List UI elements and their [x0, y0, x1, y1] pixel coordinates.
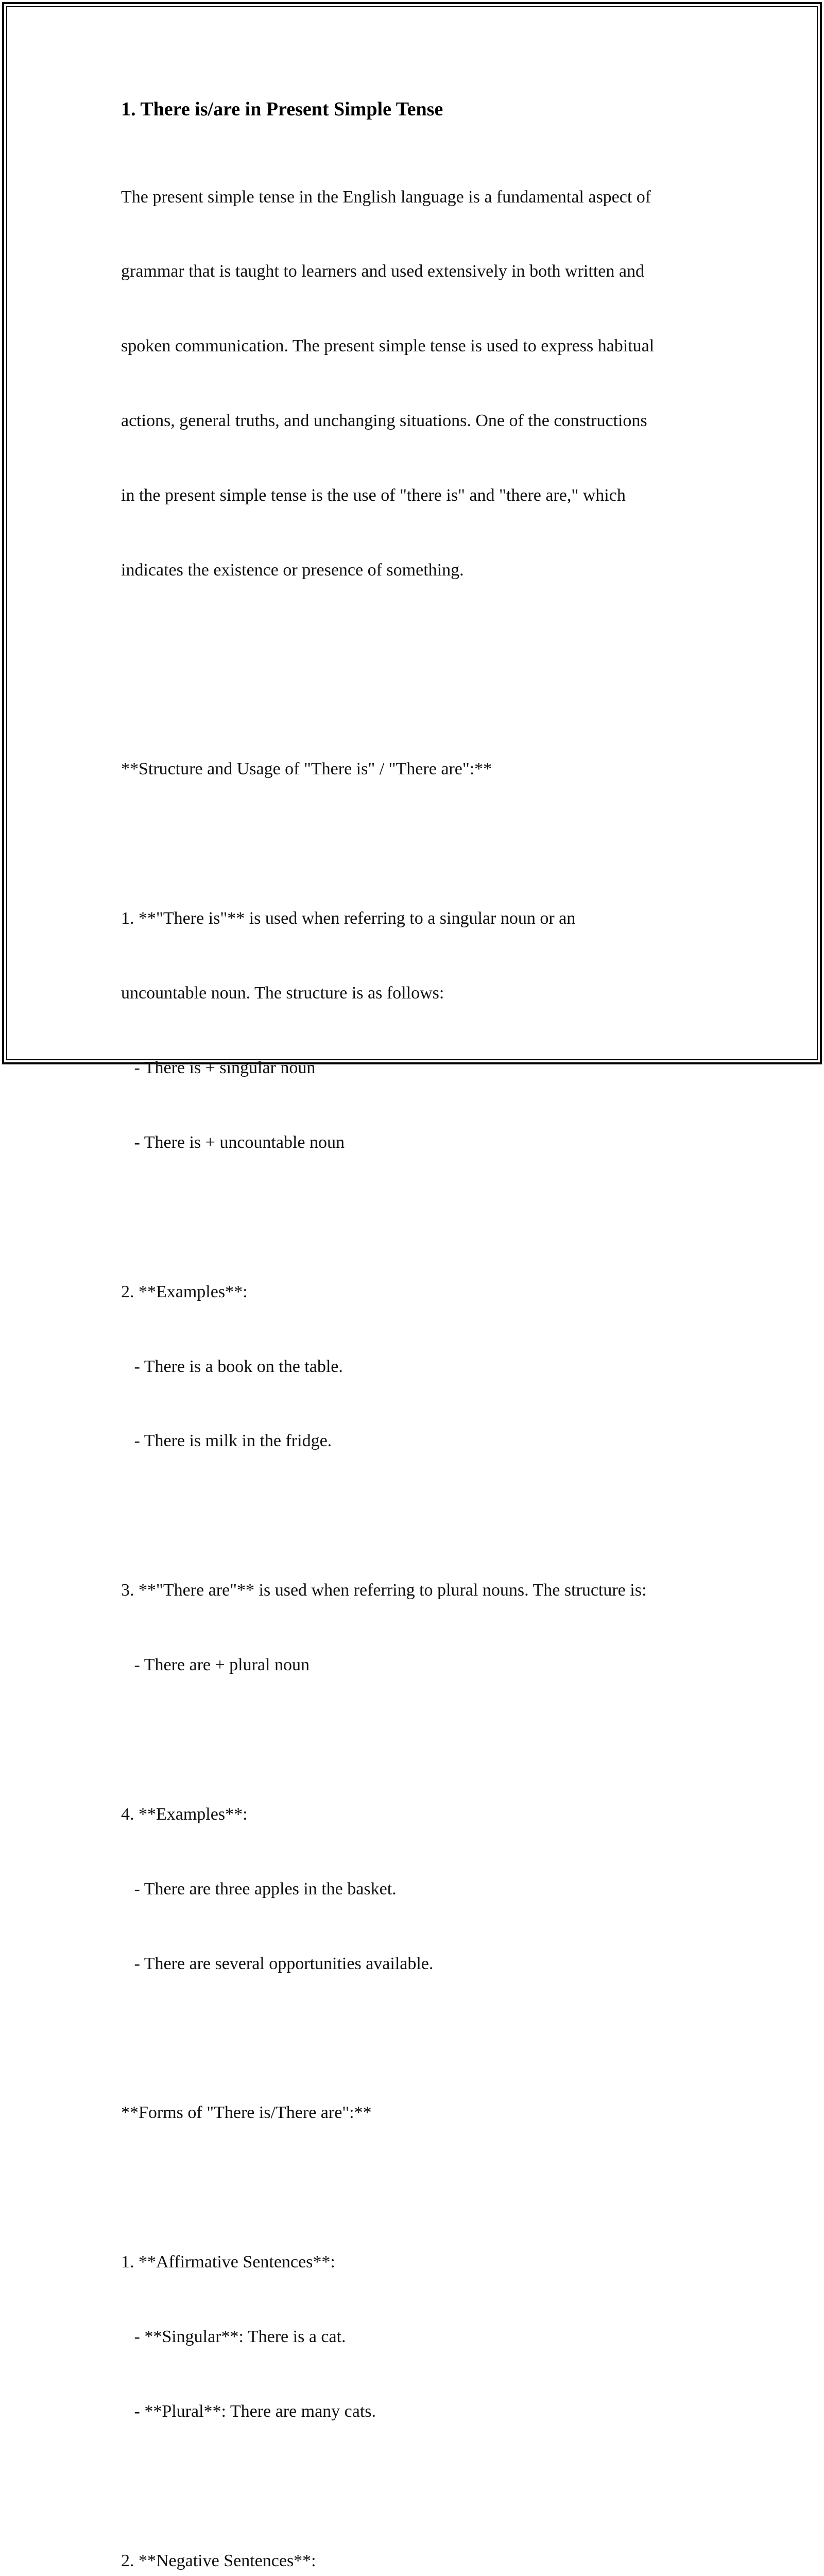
blank-line: [121, 832, 703, 856]
document-body: [121, 93, 703, 2576]
blank-line: [121, 683, 703, 707]
structure-heading-line: **Structure and Usage of "There is" / "There are":**: [121, 759, 492, 779]
blank-line: [121, 2175, 703, 2200]
intro-line: The present simple tense in the English language is a fundamental aspect of: [121, 187, 651, 207]
list-item-there-are: 3. **"There are"** is used when referring to plural nouns. The structure is:: [121, 1581, 647, 1600]
sub-item: - There are three apples in the basket.: [121, 1879, 397, 1899]
list-item-examples: 2. **Examples**:: [121, 1282, 248, 1301]
intro-line: grammar that is taught to learners and used extensively in both written and: [121, 262, 644, 281]
list-item-negative: 2. **Negative Sentences**:: [121, 2551, 316, 2570]
sub-item: - **Plural**: There are many cats.: [121, 2402, 376, 2421]
blank-line: [121, 1727, 703, 1752]
forms-heading-line: **Forms of "There is/There are":**: [121, 2103, 372, 2123]
intro-line: actions, general truths, and unchanging situations. One of the constructions: [121, 411, 647, 431]
intro-line: in the present simple tense is the use of "there is" and "there are," which: [121, 486, 626, 505]
sub-item: - There is + uncountable noun: [121, 1132, 345, 1152]
body-content: [121, 633, 703, 2576]
blank-line: [121, 1503, 703, 1528]
list-item-examples: 4. **Examples**:: [121, 1804, 248, 1824]
list-item-there-is: 1. **"There is"** is used when referring to a singular noun or an: [121, 909, 576, 928]
sub-item: - There is milk in the fridge.: [121, 1431, 332, 1451]
sub-item: - There are several opportunities available.: [121, 1954, 434, 1973]
intro-line: indicates the existence or presence of something.: [121, 561, 464, 580]
blank-line: [121, 1205, 703, 1230]
sub-item: - **Singular**: There is a cat.: [121, 2327, 346, 2347]
intro-line: spoken communication. The present simple tense is used to express habitual: [121, 336, 655, 356]
blank-line: [121, 2474, 703, 2499]
sub-item: - There is + singular noun: [121, 1058, 316, 1077]
intro-paragraph: [121, 135, 703, 633]
list-item-continuation: uncountable noun. The structure is as follows:: [121, 984, 444, 1003]
sub-item: - There is a book on the table.: [121, 1357, 343, 1376]
sub-item: - There are + plural noun: [121, 1655, 310, 1675]
list-item-affirmative: 1. **Affirmative Sentences**:: [121, 2252, 335, 2272]
blank-line: [121, 2026, 703, 2051]
section-heading: 1. There is/are in Present Simple Tense: [121, 98, 443, 120]
